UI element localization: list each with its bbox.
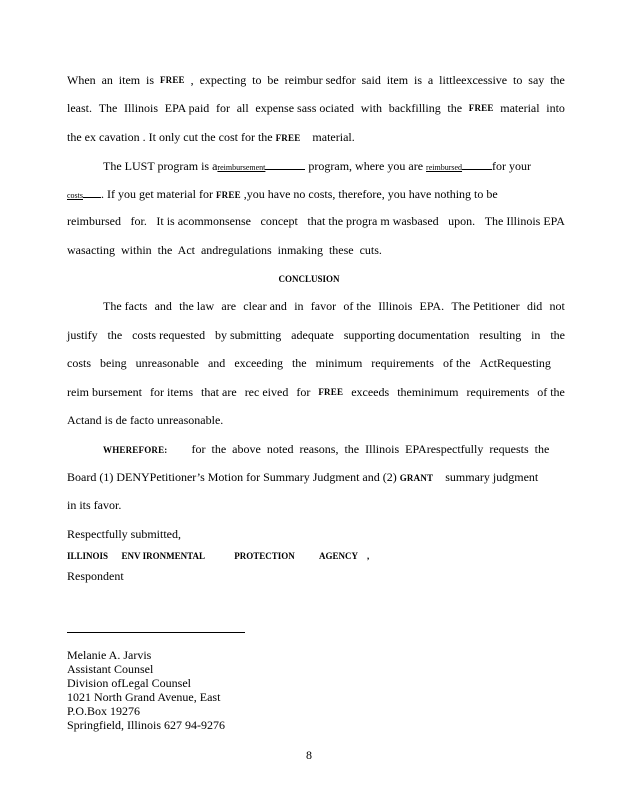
text: clear and (243, 299, 287, 313)
text: rec eived (244, 385, 289, 399)
para1-line2 (67, 101, 565, 115)
signature-line (67, 632, 245, 633)
blank-line (462, 158, 492, 170)
text: and (207, 356, 226, 370)
text: reim bursement (67, 385, 142, 399)
text: FREE (275, 133, 301, 143)
text: FREE (468, 103, 494, 113)
text: Board (1) DENYPetitioner’s Motion for Summary Judgment and (2) (67, 470, 397, 484)
text: justify (67, 328, 98, 342)
signer-name: Melanie A. Jarvis (67, 648, 152, 662)
signer-pobox: P.O.Box 19276 (67, 704, 141, 718)
page-number: 8 (306, 748, 312, 762)
text: adequate (291, 328, 334, 342)
blank-line (265, 158, 305, 170)
text: FREE (318, 387, 344, 397)
para1-line1 (67, 73, 565, 87)
text: an (101, 73, 113, 87)
text: the (550, 328, 565, 342)
conclusion-line5: Actand is de facto unreasonable. (67, 413, 224, 427)
text: into (546, 101, 565, 115)
text: are (221, 299, 237, 313)
text: ENV IRONMENTAL (121, 551, 205, 561)
text: material (500, 101, 540, 115)
para2-line4: wasacting within the Act andregulations inmaking these cuts. (67, 243, 382, 257)
text: to (252, 73, 262, 87)
text: least. (67, 101, 92, 115)
text: the (550, 73, 565, 87)
text: WHEREFORE: (103, 445, 168, 455)
text: The facts (103, 299, 148, 313)
text: upon. (448, 214, 476, 228)
text: said (361, 73, 381, 87)
text: theminimum (397, 385, 459, 399)
text: the (107, 328, 123, 342)
agency-name (67, 549, 370, 563)
text: The Petitioner (451, 299, 520, 313)
text: costs requested (132, 328, 206, 342)
text: of the (442, 356, 471, 370)
text: did (526, 299, 543, 313)
text: The (98, 101, 118, 115)
text: Illinois (124, 101, 159, 115)
text: not (549, 299, 565, 313)
text: item (118, 73, 141, 87)
text: . If you get material for (101, 187, 213, 201)
text: for the above noted reasons, the Illinois EPArespectfully requests the (191, 442, 550, 456)
wherefore-line2 (67, 470, 565, 485)
text: of the (343, 299, 372, 313)
text: for your (492, 159, 532, 173)
text: item (386, 73, 409, 87)
text: program, where you are (308, 159, 424, 173)
text: say (528, 73, 545, 87)
text: PROTECTION (234, 551, 295, 561)
respondent: Respondent (67, 569, 124, 583)
text: minimum (315, 356, 363, 370)
text: , (367, 551, 370, 561)
text: and (154, 299, 172, 313)
text: reimbursed (426, 163, 463, 172)
text: unreasonable (135, 356, 199, 370)
text: by submitting (214, 328, 282, 342)
text: in (294, 299, 304, 313)
signer-city: Springfield, Illinois 627 94-9276 (67, 718, 225, 732)
text: Illinois (378, 299, 413, 313)
text: summary judgment (445, 470, 539, 484)
text: ,you have no costs, therefore, you have nothing to be (243, 187, 498, 201)
text: It is acommonsense (156, 214, 252, 228)
text: is (146, 73, 155, 87)
text: to (513, 73, 523, 87)
para2-line3 (67, 214, 565, 228)
text: When (67, 73, 96, 87)
text: for (216, 101, 230, 115)
text: that the progra m wasbased (307, 214, 439, 228)
text: EPA paid (164, 101, 210, 115)
signer-street: 1021 North Grand Avenue, East (67, 690, 221, 704)
text: the ex cavation . It only cut the cost for the (67, 130, 273, 144)
text: GRANT (399, 473, 434, 483)
text: concept (260, 214, 298, 228)
text: material. (312, 130, 355, 144)
text: EPA. (419, 299, 445, 313)
text: exceeding (234, 356, 283, 370)
text: requirements (466, 385, 530, 399)
conclusion-line1 (103, 299, 565, 313)
text: of the (537, 385, 565, 399)
text: costs (67, 356, 91, 370)
para2-line2 (67, 186, 565, 203)
text: favor (310, 299, 337, 313)
text: FREE (215, 190, 241, 200)
text: being (100, 356, 127, 370)
text: requirements (371, 356, 434, 370)
wherefore-line1 (103, 442, 565, 457)
para1-line3 (67, 130, 565, 145)
conclusion-line4 (67, 385, 565, 399)
text: with (360, 101, 383, 115)
text: resulting (479, 328, 522, 342)
blank-line (83, 186, 101, 198)
text: is (414, 73, 423, 87)
text: , (190, 73, 194, 87)
text: for. (130, 214, 147, 228)
text: reimbur sedfor (284, 73, 356, 87)
text: costs (67, 191, 83, 200)
text: ActRequesting (479, 356, 551, 370)
para2-line1 (103, 158, 565, 175)
text: all (236, 101, 249, 115)
text: reimbursed (67, 214, 121, 228)
text: reimbursement (217, 163, 266, 172)
signer-title: Assistant Counsel (67, 662, 154, 676)
respectfully-submitted: Respectfully submitted, (67, 527, 181, 541)
conclusion-line2 (67, 328, 565, 342)
text: AGENCY (319, 551, 359, 561)
text: ILLINOIS (67, 551, 109, 561)
text: expecting (199, 73, 247, 87)
text: for items (150, 385, 193, 399)
text: FREE (159, 75, 185, 85)
signer-division: Division ofLegal Counsel (67, 676, 191, 690)
conclusion-line3 (67, 356, 551, 370)
text: the law (179, 299, 215, 313)
text: a (427, 73, 434, 87)
text: backfilling (388, 101, 441, 115)
text: The Illinois EPA (484, 214, 565, 228)
text: be (267, 73, 279, 87)
text: exceeds (351, 385, 390, 399)
text: that are (201, 385, 237, 399)
text: The LUST program is a (103, 159, 218, 173)
text: supporting documentation (343, 328, 470, 342)
wherefore-line3: in its favor. (67, 498, 122, 512)
text: expense sass ociated (255, 101, 355, 115)
text: the (291, 356, 307, 370)
text: for (296, 385, 311, 399)
text: the (447, 101, 463, 115)
text: in (531, 328, 541, 342)
section-heading: CONCLUSION (278, 274, 340, 284)
text: littleexcessive (439, 73, 508, 87)
